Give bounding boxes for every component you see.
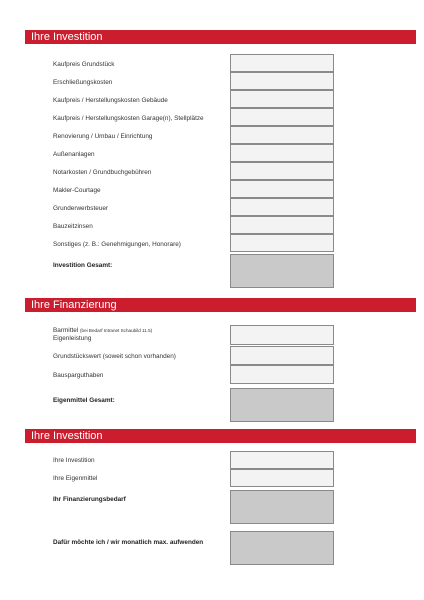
section-header-zusammenfassung: Ihre Investition — [25, 429, 416, 443]
investition-row-label: Grunderwerbsteuer — [53, 205, 109, 212]
investition-row-field[interactable] — [230, 162, 334, 180]
grundstueckswert-label: Grundstückswert (soweit schon vorhanden) — [53, 353, 176, 360]
investition-row-label: Sonstiges (z. B.: Genehmigungen, Honorare) — [53, 241, 181, 248]
zusammen-eigenmittel-label: Ihre Eigenmittel — [53, 475, 98, 482]
investition-total-field[interactable] — [230, 254, 334, 288]
eigenleistung-label: Eigenleistung — [53, 335, 92, 342]
investition-row-field[interactable] — [230, 90, 334, 108]
monatlich-aufwand-field[interactable] — [230, 531, 334, 565]
investition-row-field[interactable] — [230, 54, 334, 72]
investition-row-field[interactable] — [230, 144, 334, 162]
investition-row-label: Kaufpreis / Herstellungskosten Garage(n), Stellplätze — [53, 115, 204, 122]
section-header-finanzierung: Ihre Finanzierung — [25, 298, 416, 312]
investition-row-label: Erschließungskosten — [53, 79, 113, 86]
investition-row-field[interactable] — [230, 126, 334, 144]
investition-row-label: Renovierung / Umbau / Einrichtung — [53, 133, 153, 140]
investition-row-field[interactable] — [230, 108, 334, 126]
bausparguthaben-label: Bausparguthaben — [53, 372, 104, 379]
investition-row-field[interactable] — [230, 198, 334, 216]
section-header-investition: Ihre Investition — [25, 30, 416, 44]
investition-row-label: Makler-Courtage — [53, 187, 101, 194]
bausparguthaben-field[interactable] — [230, 365, 334, 384]
zusammen-eigenmittel-field[interactable] — [230, 469, 334, 487]
zusammen-investition-field[interactable] — [230, 451, 334, 469]
investition-row-field[interactable] — [230, 216, 334, 234]
investition-row-label: Kaufpreis / Herstellungskosten Gebäude — [53, 97, 168, 104]
barmittel-label — [53, 327, 251, 335]
investition-row-label: Außenanlagen — [53, 151, 95, 158]
eigenmittel-total-label: Eigenmittel Gesamt: — [53, 397, 115, 404]
investition-row-field[interactable] — [230, 180, 334, 198]
barmittel-main: Barmittel — [53, 327, 79, 334]
barmittel-note: (bei Bedarf Intranet Schaubild 11.5) — [80, 328, 153, 333]
grundstueckswert-field[interactable] — [230, 346, 334, 365]
finanzierungsbedarf-label: Ihr Finanzierungsbedarf — [53, 496, 126, 503]
investition-row-label: Kaufpreis Grundstück — [53, 61, 115, 68]
zusammen-investition-label: Ihre Investition — [53, 457, 95, 464]
investition-row-label: Notarkosten / Grundbuchgebühren — [53, 169, 152, 176]
investition-row-label: Bauzeitzinsen — [53, 223, 93, 230]
eigenmittel-total-field[interactable] — [230, 388, 334, 422]
monatlich-aufwand-label: Dafür möchte ich / wir monatlich max. aufwenden — [53, 539, 204, 546]
investition-row-field[interactable] — [230, 234, 334, 252]
investition-row-field[interactable] — [230, 72, 334, 90]
finanzierungsbedarf-field[interactable] — [230, 490, 334, 524]
investition-total-label: Investition Gesamt: — [53, 262, 113, 269]
barmittel-field[interactable] — [230, 325, 334, 345]
